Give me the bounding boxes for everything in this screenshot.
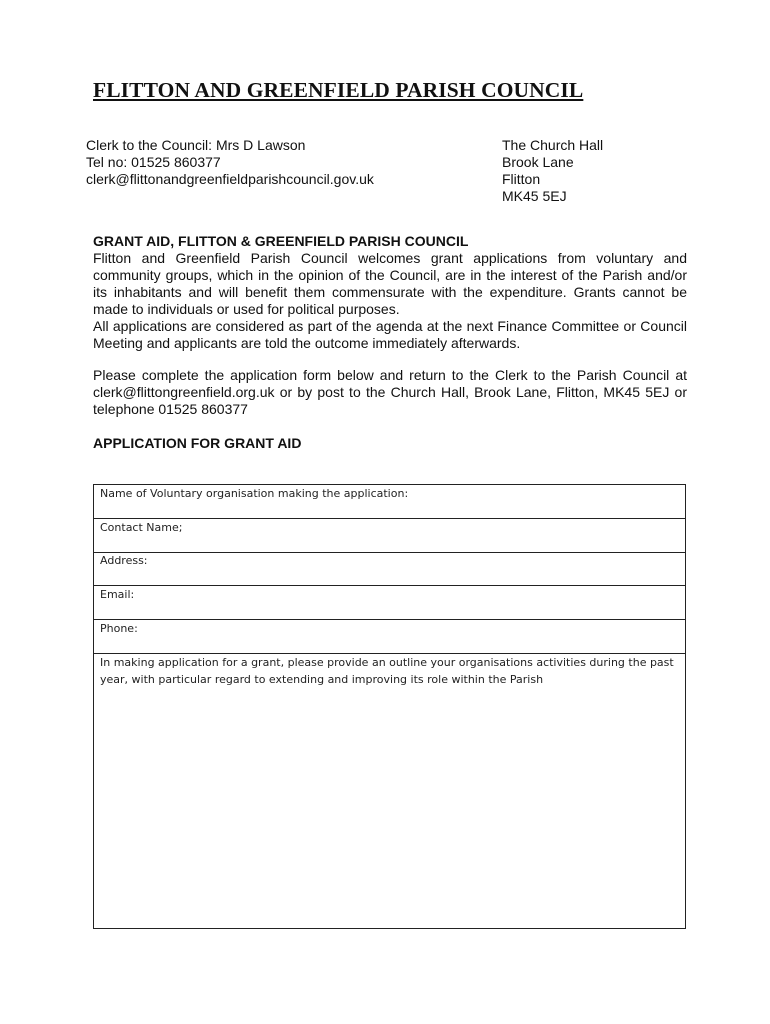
phone-field[interactable] [94, 620, 685, 654]
address-line-3: Flitton [502, 171, 541, 187]
clerk-email: clerk@flittonandgreenfieldparishcouncil.gov.uk [86, 171, 374, 187]
contact-name-label: Contact Name; [100, 521, 183, 534]
process-paragraph: All applications are considered as part of the agenda at the next Finance Committee or Council Meeting and applicants are told the outcome immediately afterwards. [93, 318, 687, 351]
address-label: Address: [100, 554, 148, 567]
application-form-heading: APPLICATION FOR GRANT AID [93, 435, 302, 451]
address-field[interactable] [94, 552, 685, 586]
activities-outline-field[interactable] [94, 653, 685, 928]
address-line-2: Brook Lane [502, 154, 574, 170]
clerk-contact-block [86, 137, 374, 188]
intro-paragraph: Flitton and Greenfield Parish Council welcomes grant applications from voluntary and community groups, which in the opinion of the Council, are in the interest of the Parish and/or its inhabitants and will benefit them commensurate with the expenditure. Grants cannot be made to individuals or used for political purposes. [93, 250, 687, 317]
grant-application-form [93, 484, 686, 929]
organisation-name-field[interactable] [94, 485, 685, 519]
council-address-block [502, 137, 603, 205]
activities-outline-label: In making application for a grant, please provide an outline your organisations activities during the past year, with particular regard to extending and improving its role within the Parish [100, 656, 674, 686]
clerk-name: Clerk to the Council: Mrs D Lawson [86, 137, 306, 153]
address-line-1: The Church Hall [502, 137, 604, 153]
clerk-telephone: Tel no: 01525 860377 [86, 154, 221, 170]
address-postcode: MK45 5EJ [502, 188, 567, 204]
email-label: Email: [100, 588, 135, 601]
return-instructions-paragraph: Please complete the application form below and return to the Clerk to the Parish Council at clerk@flittongreenfield.org.uk or by post to the Church Hall, Brook Lane, Flitton, MK45 5EJ or telephone 01525 860377 [93, 367, 687, 417]
email-field[interactable] [94, 586, 685, 620]
organisation-name-label: Name of Voluntary organisation making the application: [100, 487, 409, 500]
page-title: FLITTON AND GREENFIELD PARISH COUNCIL [93, 78, 584, 102]
contact-name-field[interactable] [94, 519, 685, 553]
grant-aid-heading: GRANT AID, FLITTON & GREENFIELD PARISH COUNCIL [93, 233, 469, 249]
phone-label: Phone: [100, 622, 138, 635]
